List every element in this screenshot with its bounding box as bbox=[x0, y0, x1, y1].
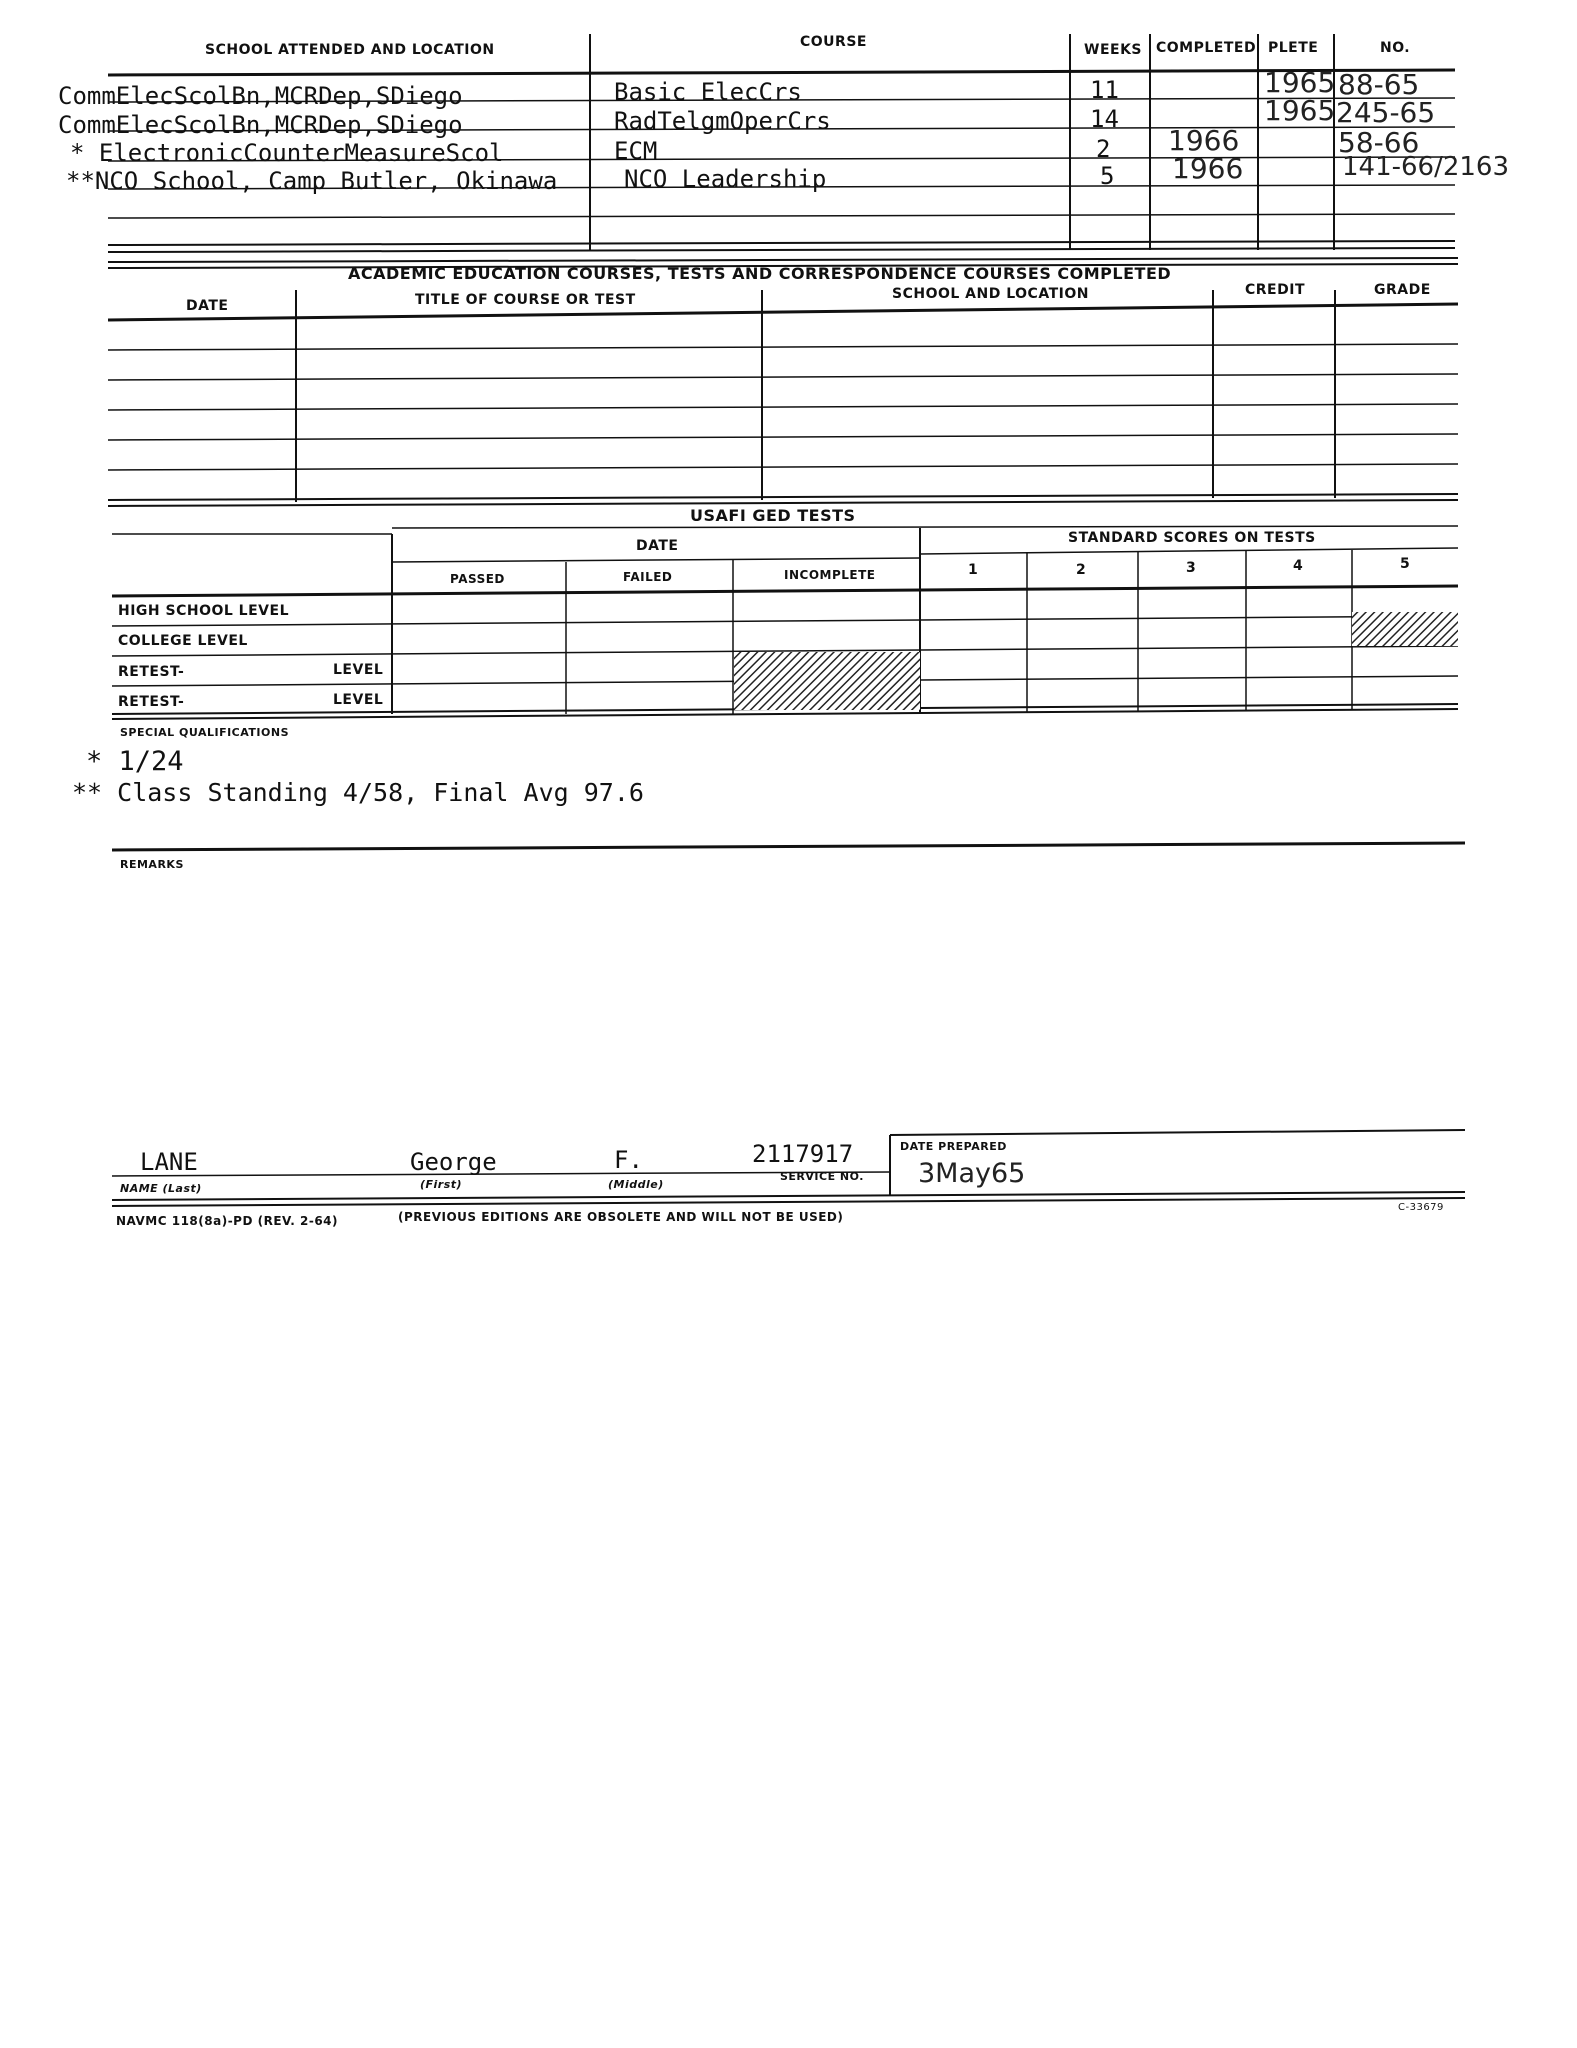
course-row-no: 58-66 bbox=[1338, 126, 1420, 159]
name-middle-label: (Middle) bbox=[608, 1178, 664, 1191]
ged-score-col: 3 bbox=[1186, 560, 1197, 576]
header-course: COURSE bbox=[800, 34, 867, 50]
ged-scores-header: STANDARD SCORES ON TESTS bbox=[1068, 530, 1316, 546]
name-middle: F. bbox=[614, 1146, 643, 1174]
course-row-school: * ElectronicCounterMeasureScol bbox=[70, 139, 504, 167]
course-row-school: **NCO School, Camp Butler, Okinawa bbox=[66, 167, 558, 195]
course-row-weeks: 5 bbox=[1100, 162, 1115, 190]
ged-col-passed: PASSED bbox=[450, 572, 505, 586]
ged-row-label: COLLEGE LEVEL bbox=[118, 633, 248, 649]
header-date: DATE bbox=[186, 298, 229, 314]
header-grade: GRADE bbox=[1374, 282, 1431, 298]
ged-date-header: DATE bbox=[636, 538, 679, 554]
ged-row-label: HIGH SCHOOL LEVEL bbox=[118, 603, 289, 619]
course-row-course: Basic ElecCrs bbox=[614, 78, 802, 106]
ged-col-failed: FAILED bbox=[623, 570, 673, 584]
special-qualification-line: * 1/24 bbox=[86, 746, 184, 777]
course-row-course: RadTelgmOperCrs bbox=[614, 107, 831, 135]
ged-score-col: 2 bbox=[1076, 562, 1087, 578]
ged-section-title: USAFI GED TESTS bbox=[690, 506, 856, 525]
ged-row-label: RETEST- bbox=[118, 694, 185, 710]
header-school-location: SCHOOL AND LOCATION bbox=[892, 286, 1089, 302]
course-row-plete: 1965 bbox=[1264, 66, 1336, 99]
obsolete-notice: (PREVIOUS EDITIONS ARE OBSOLETE AND WILL NOT BE USED) bbox=[398, 1210, 844, 1224]
name-first: George bbox=[410, 1148, 497, 1176]
course-row-school: CommElecScolBn,MCRDep,SDiego bbox=[58, 82, 463, 110]
course-row-weeks: 14 bbox=[1090, 105, 1119, 133]
date-prepared-value: 3May65 bbox=[918, 1158, 1026, 1189]
ged-score-col: 4 bbox=[1293, 558, 1304, 574]
header-title-of-course: TITLE OF COURSE OR TEST bbox=[415, 292, 636, 308]
special-qualifications-label: SPECIAL QUALIFICATIONS bbox=[120, 726, 289, 739]
ged-col-incomplete: INCOMPLETE bbox=[784, 568, 876, 582]
hatched-cell bbox=[1352, 612, 1458, 646]
ged-row-suffix: LEVEL bbox=[333, 662, 384, 678]
header-credit: CREDIT bbox=[1245, 282, 1305, 298]
name-last: LANE bbox=[140, 1148, 198, 1176]
course-row-completed: 1966 bbox=[1168, 124, 1240, 157]
ged-row-suffix: LEVEL bbox=[333, 692, 384, 708]
course-row-no: 245-65 bbox=[1336, 96, 1436, 129]
course-row-school: CommElecScolBn,MCRDep,SDiego bbox=[58, 111, 463, 139]
course-row-weeks: 2 bbox=[1096, 135, 1111, 163]
course-row-weeks: 11 bbox=[1090, 76, 1119, 104]
name-first-label: (First) bbox=[420, 1178, 463, 1191]
ged-score-col: 1 bbox=[968, 562, 979, 578]
header-plete: PLETE bbox=[1268, 40, 1319, 56]
course-row-no: 141-66/2163 bbox=[1342, 152, 1510, 182]
service-no-label: SERVICE NO. bbox=[780, 1170, 864, 1183]
remarks-label: REMARKS bbox=[120, 858, 184, 871]
header-weeks: WEEKS bbox=[1084, 42, 1143, 58]
name-last-label: NAME (Last) bbox=[120, 1182, 202, 1195]
academic-section-title: ACADEMIC EDUCATION COURSES, TESTS AND CORRESPONDENCE COURSES COMPLETED bbox=[348, 264, 1172, 283]
special-qualification-line: ** Class Standing 4/58, Final Avg 97.6 bbox=[72, 778, 644, 807]
header-school-attended: SCHOOL ATTENDED AND LOCATION bbox=[205, 42, 495, 58]
header-no: NO. bbox=[1380, 40, 1411, 56]
course-row-plete: 1965 bbox=[1264, 94, 1336, 127]
form-code: C-33679 bbox=[1398, 1202, 1444, 1213]
course-row-completed: 1966 bbox=[1172, 152, 1244, 185]
header-completed: COMPLETED bbox=[1156, 40, 1257, 56]
ged-row-label: RETEST- bbox=[118, 664, 185, 680]
course-row-course: ECM bbox=[614, 137, 658, 165]
date-prepared-label: DATE PREPARED bbox=[900, 1140, 1007, 1153]
form-id: NAVMC 118(8a)-PD (REV. 2-64) bbox=[116, 1214, 339, 1228]
course-row-no: 88-65 bbox=[1338, 68, 1420, 101]
service-number: 2117917 bbox=[752, 1140, 854, 1168]
course-row-course: NCO Leadership bbox=[624, 165, 827, 193]
ged-score-col: 5 bbox=[1400, 556, 1411, 572]
hatched-cell bbox=[734, 652, 920, 710]
